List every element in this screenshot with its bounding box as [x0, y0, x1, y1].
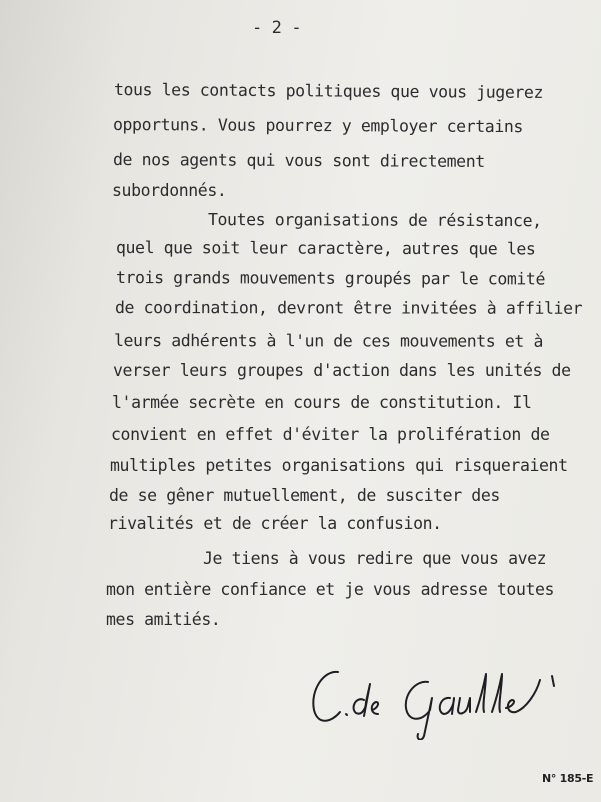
text-line: opportuns. Vous pourrez y employer certains	[112, 115, 524, 137]
text-line: mon entière confiance et je vous adresse toutes	[106, 580, 555, 599]
text-line: de coordination, devront être invitées à affilier	[114, 298, 583, 318]
text-line: rivalités et de créer la confusion.	[108, 514, 442, 533]
text-line: multiples petites organisations qui risqueraient	[110, 456, 568, 475]
text-line: convient en effet d'éviter la prolifération de	[111, 425, 550, 444]
text-line: tous les contacts politiques que vous jugerez	[113, 80, 544, 102]
text-line: verser leurs groupes d'action dans les unités de	[113, 361, 571, 380]
text-line: Je tiens à vous redire que vous avez	[203, 549, 547, 568]
text-line: l'armée secrète en cours de constitution. Il	[112, 393, 532, 412]
text-line: mes amitiés.	[106, 610, 221, 629]
text-line: trois grands mouvements groupés par le comité	[115, 268, 546, 289]
archive-reference-number: N° 185-E	[542, 772, 594, 785]
text-line: Toutes organisations de résistance,	[207, 210, 542, 231]
page-number: - 2 -	[252, 18, 302, 38]
text-line: leurs adhérents à l'un de ces mouvements et à	[113, 331, 544, 351]
text-line: subordonnés.	[112, 181, 227, 200]
text-line: de se gêner mutuellement, de susciter des	[109, 486, 500, 505]
text-line: quel que soit leur caractère, autres que les	[115, 238, 536, 259]
signature-image	[300, 650, 570, 740]
text-line: de nos agents qui vous sont directement	[112, 150, 485, 171]
